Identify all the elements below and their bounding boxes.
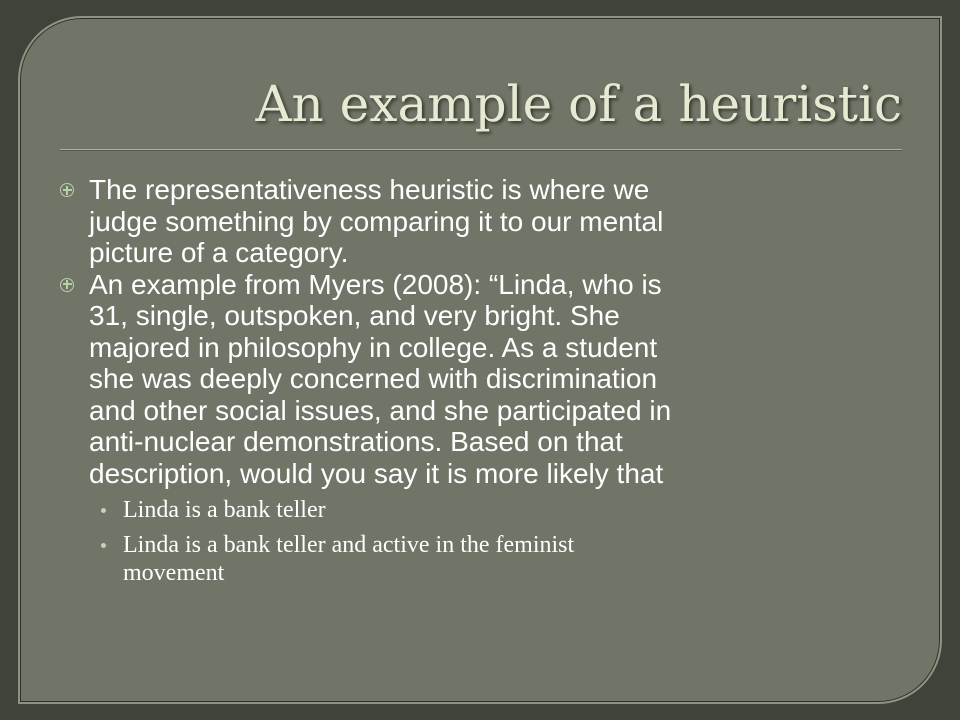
bullet-line: 31, single, outspoken, and very bright. She bbox=[89, 300, 620, 331]
bullet-line: The representativeness heuristic is where we bbox=[89, 174, 650, 205]
bullet-line: picture of a category. bbox=[89, 237, 349, 268]
slide-title: An example of a heuristic bbox=[255, 75, 902, 133]
bullet-line: majored in philosophy in college. As a student bbox=[89, 331, 658, 363]
bullet-line: anti-nuclear demonstrations. Based on that bbox=[89, 426, 623, 457]
bullet-list bbox=[60, 174, 910, 594]
sub-bullet-line: Linda is a bank teller and active in the feminist bbox=[123, 532, 575, 558]
bullet-line: and other social issues, and she participated in bbox=[89, 394, 672, 426]
bullet-line: description, would you say it is more likely that bbox=[89, 457, 664, 489]
bullet-line: judge something by comparing it to our mental bbox=[89, 205, 664, 237]
bullet-line: An example from Myers (2008): “Linda, who is bbox=[89, 268, 662, 300]
bullet-line: she was deeply concerned with discrimination bbox=[89, 363, 658, 394]
bullet-item-representativeness bbox=[60, 174, 910, 269]
sub-bullet-list bbox=[89, 496, 910, 587]
circled-plus-icon bbox=[60, 278, 74, 292]
title-divider bbox=[60, 149, 902, 151]
circled-plus-icon bbox=[60, 183, 74, 197]
sub-bullet-line: movement bbox=[123, 560, 225, 586]
sub-bullet-bank-teller-feminist bbox=[95, 531, 910, 587]
bullet-dot-icon bbox=[101, 543, 106, 548]
bullet-item-myers-example bbox=[60, 269, 910, 588]
sub-bullet-line: Linda is a bank teller bbox=[123, 497, 326, 523]
sub-bullet-bank-teller bbox=[95, 496, 910, 524]
bullet-dot-icon bbox=[101, 508, 106, 513]
